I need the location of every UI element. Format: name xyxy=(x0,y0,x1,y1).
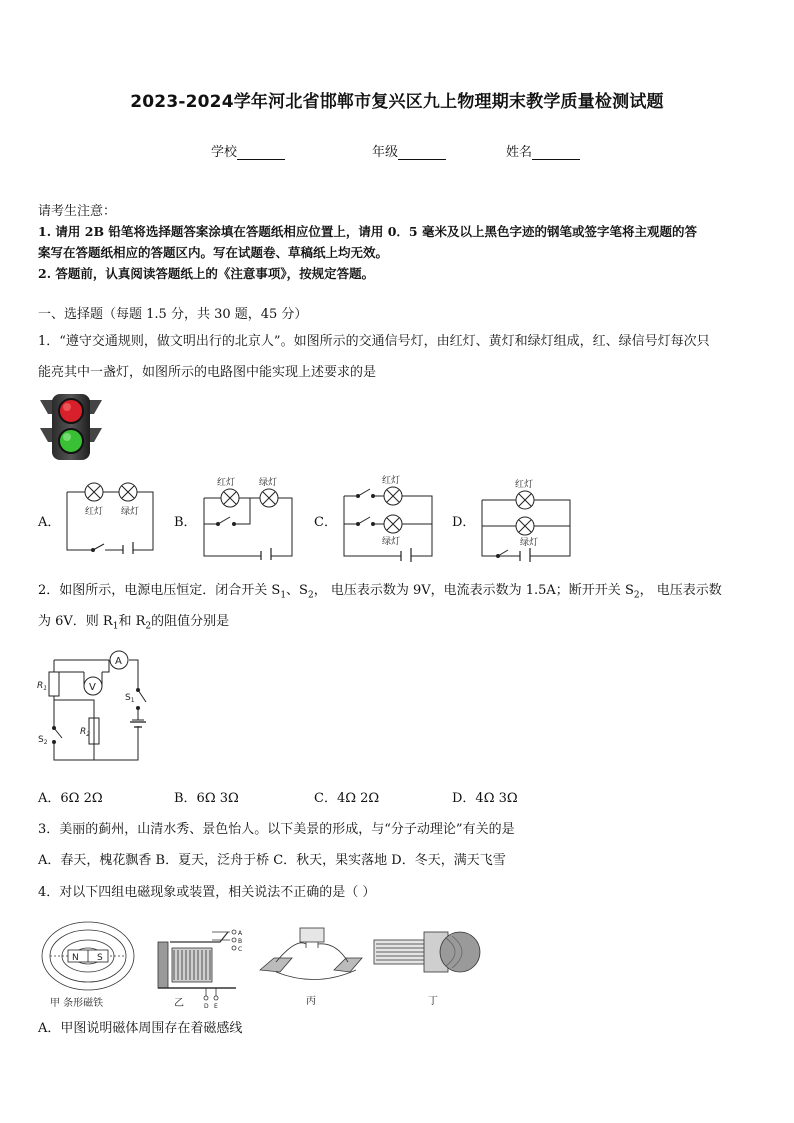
yi-caption: 乙 xyxy=(174,998,184,1009)
q4-figure-jia xyxy=(40,918,136,1012)
circuit-a-diagram xyxy=(60,478,160,554)
svg-text:B: B xyxy=(238,938,243,945)
bing-caption: 丙 xyxy=(306,996,316,1007)
q2-sub-2: 2 xyxy=(307,590,314,601)
circuit-d-diagram xyxy=(478,474,574,562)
svg-text:C: C xyxy=(238,946,243,953)
svg-text:A: A xyxy=(238,930,243,937)
notice-item2: 2. 答题前，认真阅读答题纸上的《注意事项》，按规定答题。 xyxy=(38,266,375,281)
q4-figure-ding xyxy=(368,918,484,1012)
ammeter-label: A xyxy=(115,656,122,667)
grade-blank xyxy=(398,145,446,160)
circuit-b-green-label: 绿灯 xyxy=(259,478,278,488)
q2-option-c: C．4Ω 2Ω xyxy=(314,791,380,806)
q4-stem: 4．对以下四组电磁现象或装置，相关说法不正确的是（ ） xyxy=(38,885,376,900)
q2-text-5: 为 6V．则 R xyxy=(38,614,113,629)
q2-text-2: 、S xyxy=(286,583,308,598)
name-label: 姓名 xyxy=(506,145,533,160)
q2-stem-line1 xyxy=(38,582,722,605)
school-label: 学校 xyxy=(211,145,238,160)
q1-option-a-label: A． xyxy=(38,515,61,530)
q1-option-d-label: D． xyxy=(452,515,476,530)
circuit-a-green-label: 绿灯 xyxy=(121,507,140,517)
circuit-b-red-label: 红灯 xyxy=(217,478,236,488)
q4-figure-yi xyxy=(150,918,260,1012)
circuit-c-red-label: 红灯 xyxy=(382,476,401,486)
voltmeter-label: V xyxy=(89,682,96,693)
q1-option-c-label: C． xyxy=(314,515,337,530)
q1-stem-line2: 能亮其中一盏灯，如图所示的电路图中能实现上述要求的是 xyxy=(38,365,377,380)
notice-heading: 请考生注意： xyxy=(38,204,117,219)
traffic-light-image xyxy=(38,392,104,462)
name-field xyxy=(506,141,580,160)
circuit-c-diagram xyxy=(340,474,436,562)
circuit-b-diagram xyxy=(200,474,298,560)
q4-option-a: A．甲图说明磁体周围存在着磁感线 xyxy=(38,1021,243,1036)
q2-sub-3: 2 xyxy=(633,590,640,601)
q2-sub-4: 1 xyxy=(112,621,119,632)
school-blank xyxy=(237,145,285,160)
q1-option-b-label: B． xyxy=(174,515,197,530)
circuit-d-red-label: 红灯 xyxy=(515,480,534,490)
q2-text-6: 和 R xyxy=(118,614,146,629)
jia-caption: 甲 条形磁铁 xyxy=(50,998,104,1009)
q2-text-7: 的阻值分别是 xyxy=(151,614,230,629)
q1-stem-line1: 1．“遵守交通规则，做文明出行的北京人”。如图所示的交通信号灯，由红灯、黄灯和绿灯组成，红、绿信号灯每次只 xyxy=(38,334,710,349)
q2-text-3: ， 电压表示数为 9V，电流表示数为 1.5A；断开开关 S xyxy=(313,583,634,598)
grade-label: 年级 xyxy=(372,145,399,160)
circuit-d-green-label: 绿灯 xyxy=(520,538,539,548)
r1-label: $R_1$ xyxy=(37,681,48,692)
section-heading: 一、选择题（每题 1.5 分，共 30 题，45 分） xyxy=(38,307,308,322)
notice-item1-line1: 1. 请用 2B 铅笔将选择题答案涂填在答题纸相应位置上，请用 0．5 毫米及以上黑色字迹的钢笔或签字笔将主观题的答 xyxy=(38,224,697,239)
q2-sub-1: 1 xyxy=(280,590,287,601)
svg-text:D: D xyxy=(204,1003,209,1010)
svg-text:E: E xyxy=(214,1003,218,1010)
circuit-a-red-label: 红灯 xyxy=(85,507,104,517)
grade-field xyxy=(372,141,446,160)
circuit-c-green-label: 绿灯 xyxy=(382,537,401,547)
q2-sub-5: 2 xyxy=(145,621,152,632)
q2-option-a: A．6Ω 2Ω xyxy=(38,791,103,806)
school-field xyxy=(211,141,285,160)
s2-label: $S_2$ xyxy=(38,735,48,746)
q2-option-d: D．4Ω 3Ω xyxy=(452,791,518,806)
page-title: 2023-2024学年河北省邯郸市复兴区九上物理期末教学质量检测试题 xyxy=(130,92,664,112)
q2-circuit-diagram xyxy=(34,650,154,772)
notice-item1-line2: 案写在答题纸相应的答题区内。写在试题卷、草稿纸上均无效。 xyxy=(38,245,389,260)
q2-text-4: ， 电压表示数 xyxy=(639,583,722,598)
magnet-n-label: N xyxy=(72,953,79,963)
q2-text-1: 2．如图所示，电源电压恒定．闭合开关 S xyxy=(38,583,281,598)
ding-caption: 丁 xyxy=(428,996,438,1007)
name-blank xyxy=(532,145,580,160)
q3-options: A．春天，槐花飘香 B．夏天，泛舟于桥 C．秋天，果实落地 D．冬天，满天飞雪 xyxy=(38,853,506,868)
s1-label: $S_1$ xyxy=(125,693,135,704)
q4-figure-bing xyxy=(256,918,366,1012)
q2-option-b: B．6Ω 3Ω xyxy=(174,791,239,806)
r2-label: $R_2$ xyxy=(80,727,91,738)
q2-stem-line2 xyxy=(38,613,229,636)
q3-stem: 3．美丽的蓟州，山清水秀、景色怡人。以下美景的形成，与“分子动理论”有关的是 xyxy=(38,822,515,837)
magnet-s-label: S xyxy=(97,953,103,963)
